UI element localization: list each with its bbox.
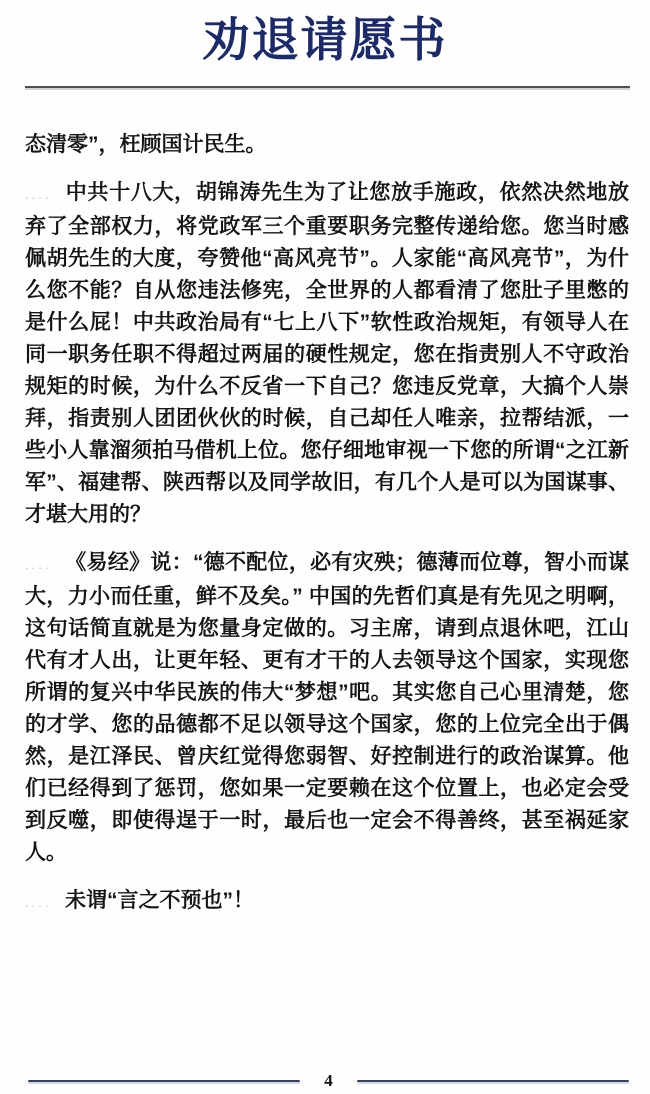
footer-rule-left <box>28 1080 300 1082</box>
page-footer <box>28 1071 629 1091</box>
body-paragraph-3 <box>25 885 629 919</box>
title-divider-rule <box>25 86 630 88</box>
paragraph-indent-dots: .... <box>25 894 52 910</box>
body-paragraph-1 <box>25 177 629 531</box>
paragraph-text: 未谓“言之不预也”！ <box>65 888 254 912</box>
body-paragraph-continuation <box>25 129 629 161</box>
body-paragraph-2 <box>25 547 629 869</box>
page-number: 4 <box>324 1071 333 1090</box>
paragraph-indent-dots: .... <box>25 556 52 572</box>
paragraph-text: 中共十八大，胡锦涛先生为了让您放手施政，依然决然地放弃了全部权力，将党政军三个重要职务完整传递给您。您当时感佩胡先生的大度，夸赞他“高风亮节”。人家能“高风亮节”，为什么您不能？自从您违法修宪，全世界的人都看清了您肚子里憋的是什么屁！中共政治局有“七上八下”软性政治规矩，有领导人在同一职务任职不得超过两届的硬性规定，您在指责别人不守政治规矩的时候，为什么不反省一下自己？您违反党章，大搞个人崇拜，指责别人团团伙伙的时候，自己却任人唯亲，拉帮结派，一些小人靠溜须拍马借机上位。您仔细地审视一下您的所谓“之江新军”、福建帮、陕西帮以及同学故旧，有几个人是可以为国谋事、才堪大用的？ <box>25 180 629 526</box>
paragraph-indent-dots: .... <box>25 186 52 202</box>
paragraph-text: 态清零”，枉顾国计民生。 <box>25 132 267 156</box>
footer-rule-right <box>357 1080 629 1082</box>
paragraph-text: 《易经》说：“德不配位，必有灾殃；德薄而位尊，智小而谋大，力小而任重，鲜不及矣。” 中国的先哲们真是有先见之明啊，这句话简直就是为您量身定做的。习主席，请到点退休吧，江山代有才人出，让更年轻、更有才干的人去领导这个国家，实现您所谓的复兴中华民族的伟大“梦想”吧。其实您自己心里清楚，您的才学、您的品德都不足以领导这个国家，您的上位完全出于偶然，是江泽民、曾庆红觉得您弱智、好控制进行的政治谋算。他们已经得到了惩罚，您如果一定要赖在这个位置上，也必定会受到反噬，即使得逞于一时，最后也一定会不得善终，甚至祸延家人。 <box>25 550 629 864</box>
page-title: 劝退请愿书 <box>202 15 448 67</box>
document-body <box>25 129 629 919</box>
